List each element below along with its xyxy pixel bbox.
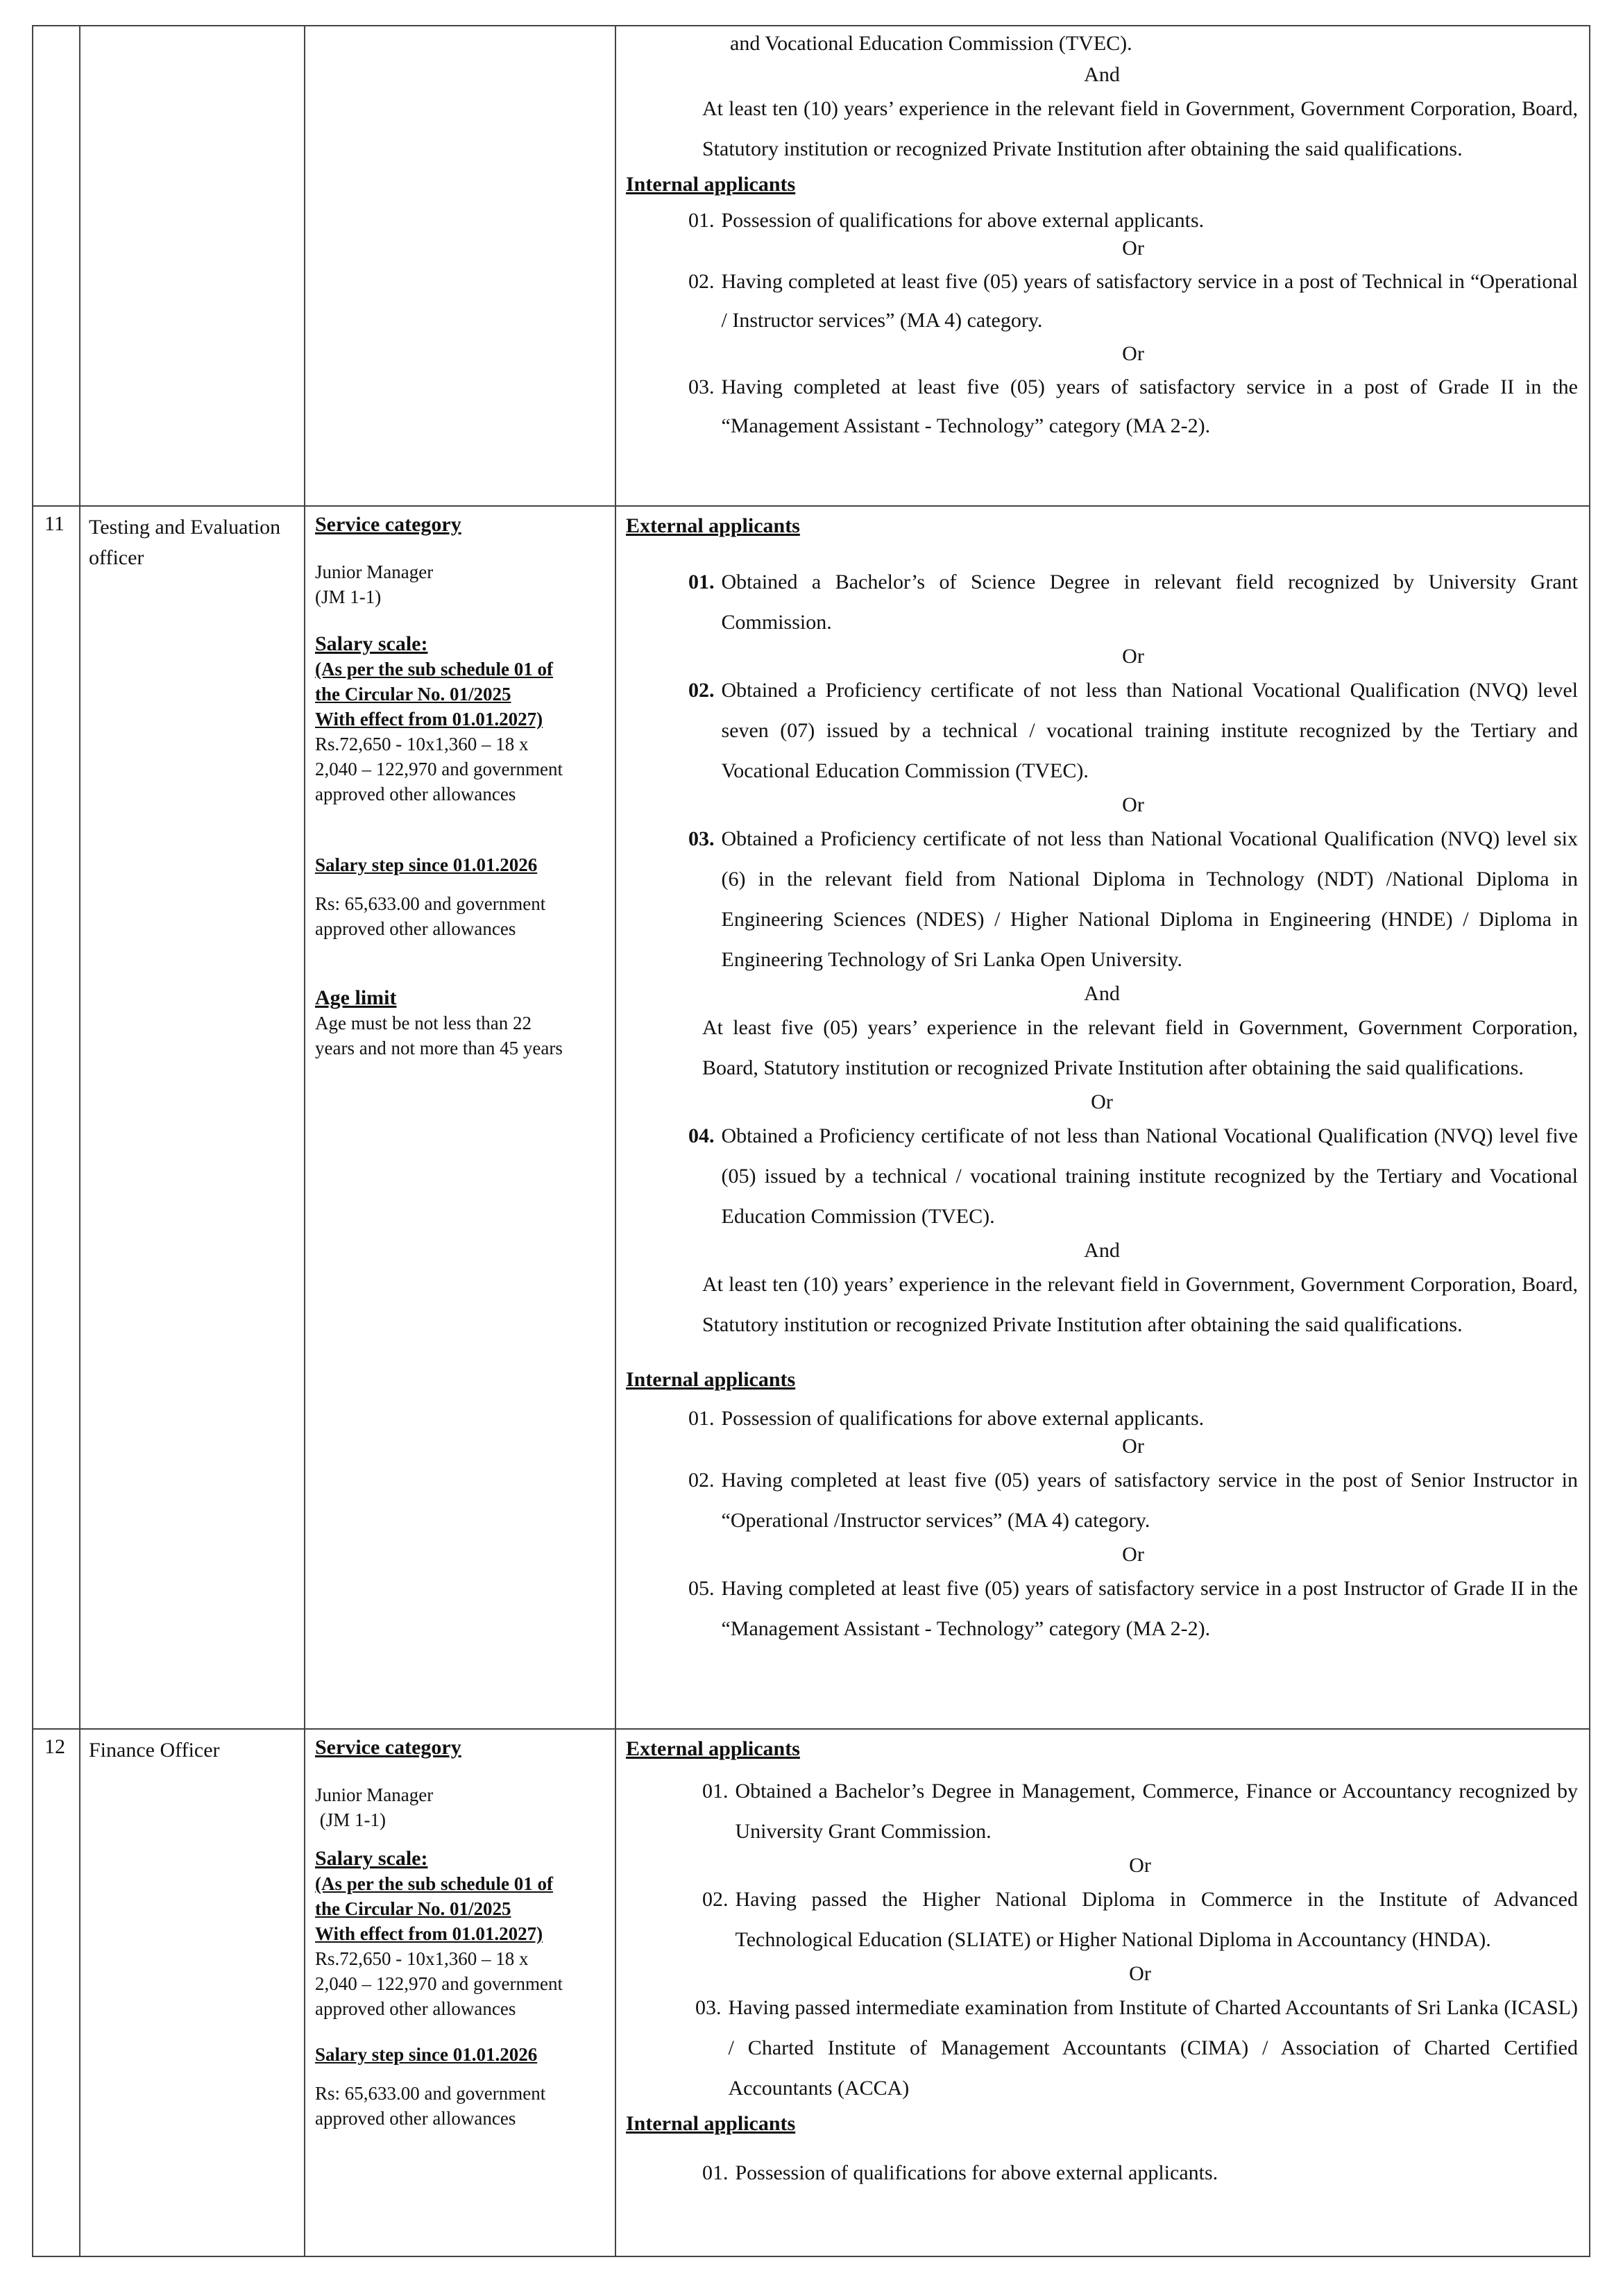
internal-list (626, 207, 1578, 446)
and-separator: And (1084, 982, 1120, 1005)
salary-scale-text: approved other allowances (315, 1998, 516, 2019)
age-limit-heading: Age limit (315, 986, 397, 1009)
internal-applicants-heading: Internal applicants (626, 173, 796, 196)
salary-reference: the Circular No. 01/2025 (315, 684, 511, 704)
list-item: 01. Possession of qualifications for above external applicants. (702, 2161, 1218, 2184)
or-separator: Or (1122, 237, 1144, 260)
list-item: 02. Obtained a Proficiency certificate of not less than National Vocational Qualification (NVQ) level seven (07) issued by a technical / vocational training institute recognized by the Tertiary and Vocational Education Commission (TVEC). (688, 679, 1578, 782)
salary-step-text: approved other allowances (315, 918, 516, 939)
internal-applicants-heading: Internal applicants (626, 1368, 796, 1391)
table-row-11 (33, 506, 1590, 1729)
salary-step-text: approved other allowances (315, 2108, 516, 2129)
list-item: 02. Having passed the Higher National Diploma in Commerce in the Institute of Advanced Technological Education (SLIATE) or Higher National Diploma in Accountancy (HNDA). (702, 1888, 1578, 1951)
salary-step-text: Rs: 65,633.00 and government (315, 893, 546, 914)
cell-post (80, 26, 305, 506)
or-separator: Or (1091, 1090, 1113, 1113)
and-separator: And (1084, 63, 1120, 86)
qualification-table-page (32, 25, 1590, 2257)
salary-step-heading: Salary step since 01.01.2026 (315, 2044, 538, 2065)
salary-scale-heading: Salary scale: (315, 632, 428, 655)
internal-applicants-heading: Internal applicants (626, 2112, 796, 2135)
qualifications (615, 1729, 1590, 2256)
salary-step-text: Rs: 65,633.00 and government (315, 2083, 546, 2104)
qualifications (615, 506, 1590, 1729)
list-item: 01. Possession of qualifications for above external applicants. (688, 1407, 1205, 1430)
list-item: 01. Obtained a Bachelor’s of Science Degree in relevant field recognized by University Grant Commission. (688, 571, 1578, 634)
external-list (626, 1116, 1578, 1237)
or-separator: Or (1122, 1435, 1144, 1458)
row-number: 11 (33, 506, 80, 1729)
salary-scale-text: Rs.72,650 - 10x1,360 – 18 x (315, 734, 529, 754)
salary-reference: (As per the sub schedule 01 of (315, 1873, 554, 1894)
internal-list (626, 1405, 1578, 1649)
and-separator: And (1084, 1239, 1120, 1262)
cell-qualifications (615, 26, 1590, 506)
salary-step-heading: Salary step since 01.01.2026 (315, 854, 538, 875)
list-item: 05. Having completed at least five (05) years of satisfactory service in a post Instructor of Grade II in the “Management Assistant - Technology” category (MA 2-2). (688, 1577, 1578, 1640)
list-item: 03. Having completed at least five (05) years of satisfactory service in a post of Grade II in the “Management Assistant - Technology” category (MA 2-2). (688, 375, 1578, 437)
salary-reference: With effect from 01.01.2027) (315, 1923, 543, 1944)
external-list (626, 1988, 1578, 2109)
service-category-code: (JM 1-1) (315, 586, 382, 607)
post-title: Finance Officer (80, 1729, 305, 2256)
or-separator: Or (1129, 1962, 1151, 1985)
cell-no (33, 26, 80, 506)
salary-scale-text: 2,040 – 122,970 and government (315, 759, 563, 779)
cell-details (305, 26, 615, 506)
external-list (626, 562, 1578, 980)
qual-line: and Vocational Education Commission (TVEC). (730, 32, 1132, 55)
post-title: Testing and Evaluation officer (80, 506, 305, 1729)
experience-text: At least ten (10) years’ experience in the relevant field in Government, Government Corporation, Board, Statutory institution or recognized Private Institution after obtaining the said qualifications. (702, 1273, 1578, 1336)
age-limit-text: years and not more than 45 years (315, 1038, 563, 1058)
list-item: 04. Obtained a Proficiency certificate of not less than National Vocational Qualification (NVQ) level five (05) issued by a technical / vocational training institute recognized by the Tertiary and Vocational Education Commission (TVEC). (688, 1124, 1578, 1228)
service-category-heading: Service category (315, 513, 461, 536)
external-list (626, 1771, 1578, 1988)
or-separator: Or (1122, 793, 1144, 816)
salary-scale-text: Rs.72,650 - 10x1,360 – 18 x (315, 1948, 529, 1969)
list-item: 03. Obtained a Proficiency certificate of not less than National Vocational Qualification (NVQ) level six (6) in the relevant field from National Diploma in Technology (NDT) /National Diploma in Engineering Sciences (NDES) / Higher National Diploma in Engineering (HNDE) / Diploma in Engineering Technology of Sri Lanka Open University. (688, 827, 1578, 971)
table-row-continued (33, 26, 1590, 506)
salary-reference: With effect from 01.01.2027) (315, 709, 543, 729)
row-number: 12 (33, 1729, 80, 2256)
qualification-table (32, 25, 1590, 2257)
external-applicants-heading: External applicants (626, 1737, 800, 1760)
experience-text: At least five (05) years’ experience in the relevant field in Government, Government Corporation, Board, Statutory institution or recognized Private Institution after obtaining the said qualifications. (702, 1016, 1578, 1079)
service-category-value: Junior Manager (315, 1784, 434, 1805)
salary-scale-text: approved other allowances (315, 784, 516, 804)
list-item: 03. Having passed intermediate examination from Institute of Charted Accountants of Sri Lanka (ICASL) / Charted Institute of Management Accountants (CIMA) / Association of Charted Certified Accountants (ACCA) (695, 1996, 1578, 2100)
or-separator: Or (1129, 1854, 1151, 1877)
experience-text: At least ten (10) years’ experience in the relevant field in Government, Government Corporation, Board, Statutory institution or recognized Private Institution after obtaining the said qualifications. (702, 97, 1578, 160)
table-row-12 (33, 1729, 1590, 2256)
salary-reference: (As per the sub schedule 01 of (315, 659, 554, 679)
or-separator: Or (1122, 342, 1144, 365)
external-applicants-heading: External applicants (626, 514, 800, 537)
internal-list (626, 2153, 1578, 2193)
post-details (305, 1729, 615, 2256)
service-category-heading: Service category (315, 1736, 461, 1759)
or-separator: Or (1122, 645, 1144, 668)
post-details (305, 506, 615, 1729)
salary-reference: the Circular No. 01/2025 (315, 1898, 511, 1919)
age-limit-text: Age must be not less than 22 (315, 1013, 532, 1033)
list-item: 01. Obtained a Bachelor’s Degree in Management, Commerce, Finance or Accountancy recognized by University Grant Commission. (702, 1780, 1578, 1843)
service-category-code: (JM 1-1) (315, 1809, 386, 1830)
list-item: 01. Possession of qualifications for above external applicants. (688, 209, 1205, 232)
salary-scale-text: 2,040 – 122,970 and government (315, 1973, 563, 1994)
list-item: 02. Having completed at least five (05) years of satisfactory service in the post of Senior Instructor in “Operational /Instructor services” (MA 4) category. (688, 1469, 1578, 1532)
salary-scale-heading: Salary scale: (315, 1847, 428, 1870)
service-category-value: Junior Manager (315, 562, 434, 582)
list-item: 02. Having completed at least five (05) years of satisfactory service in a post of Technical in “Operational / Instructor services” (MA 4) category. (688, 270, 1578, 332)
or-separator: Or (1122, 1543, 1144, 1566)
